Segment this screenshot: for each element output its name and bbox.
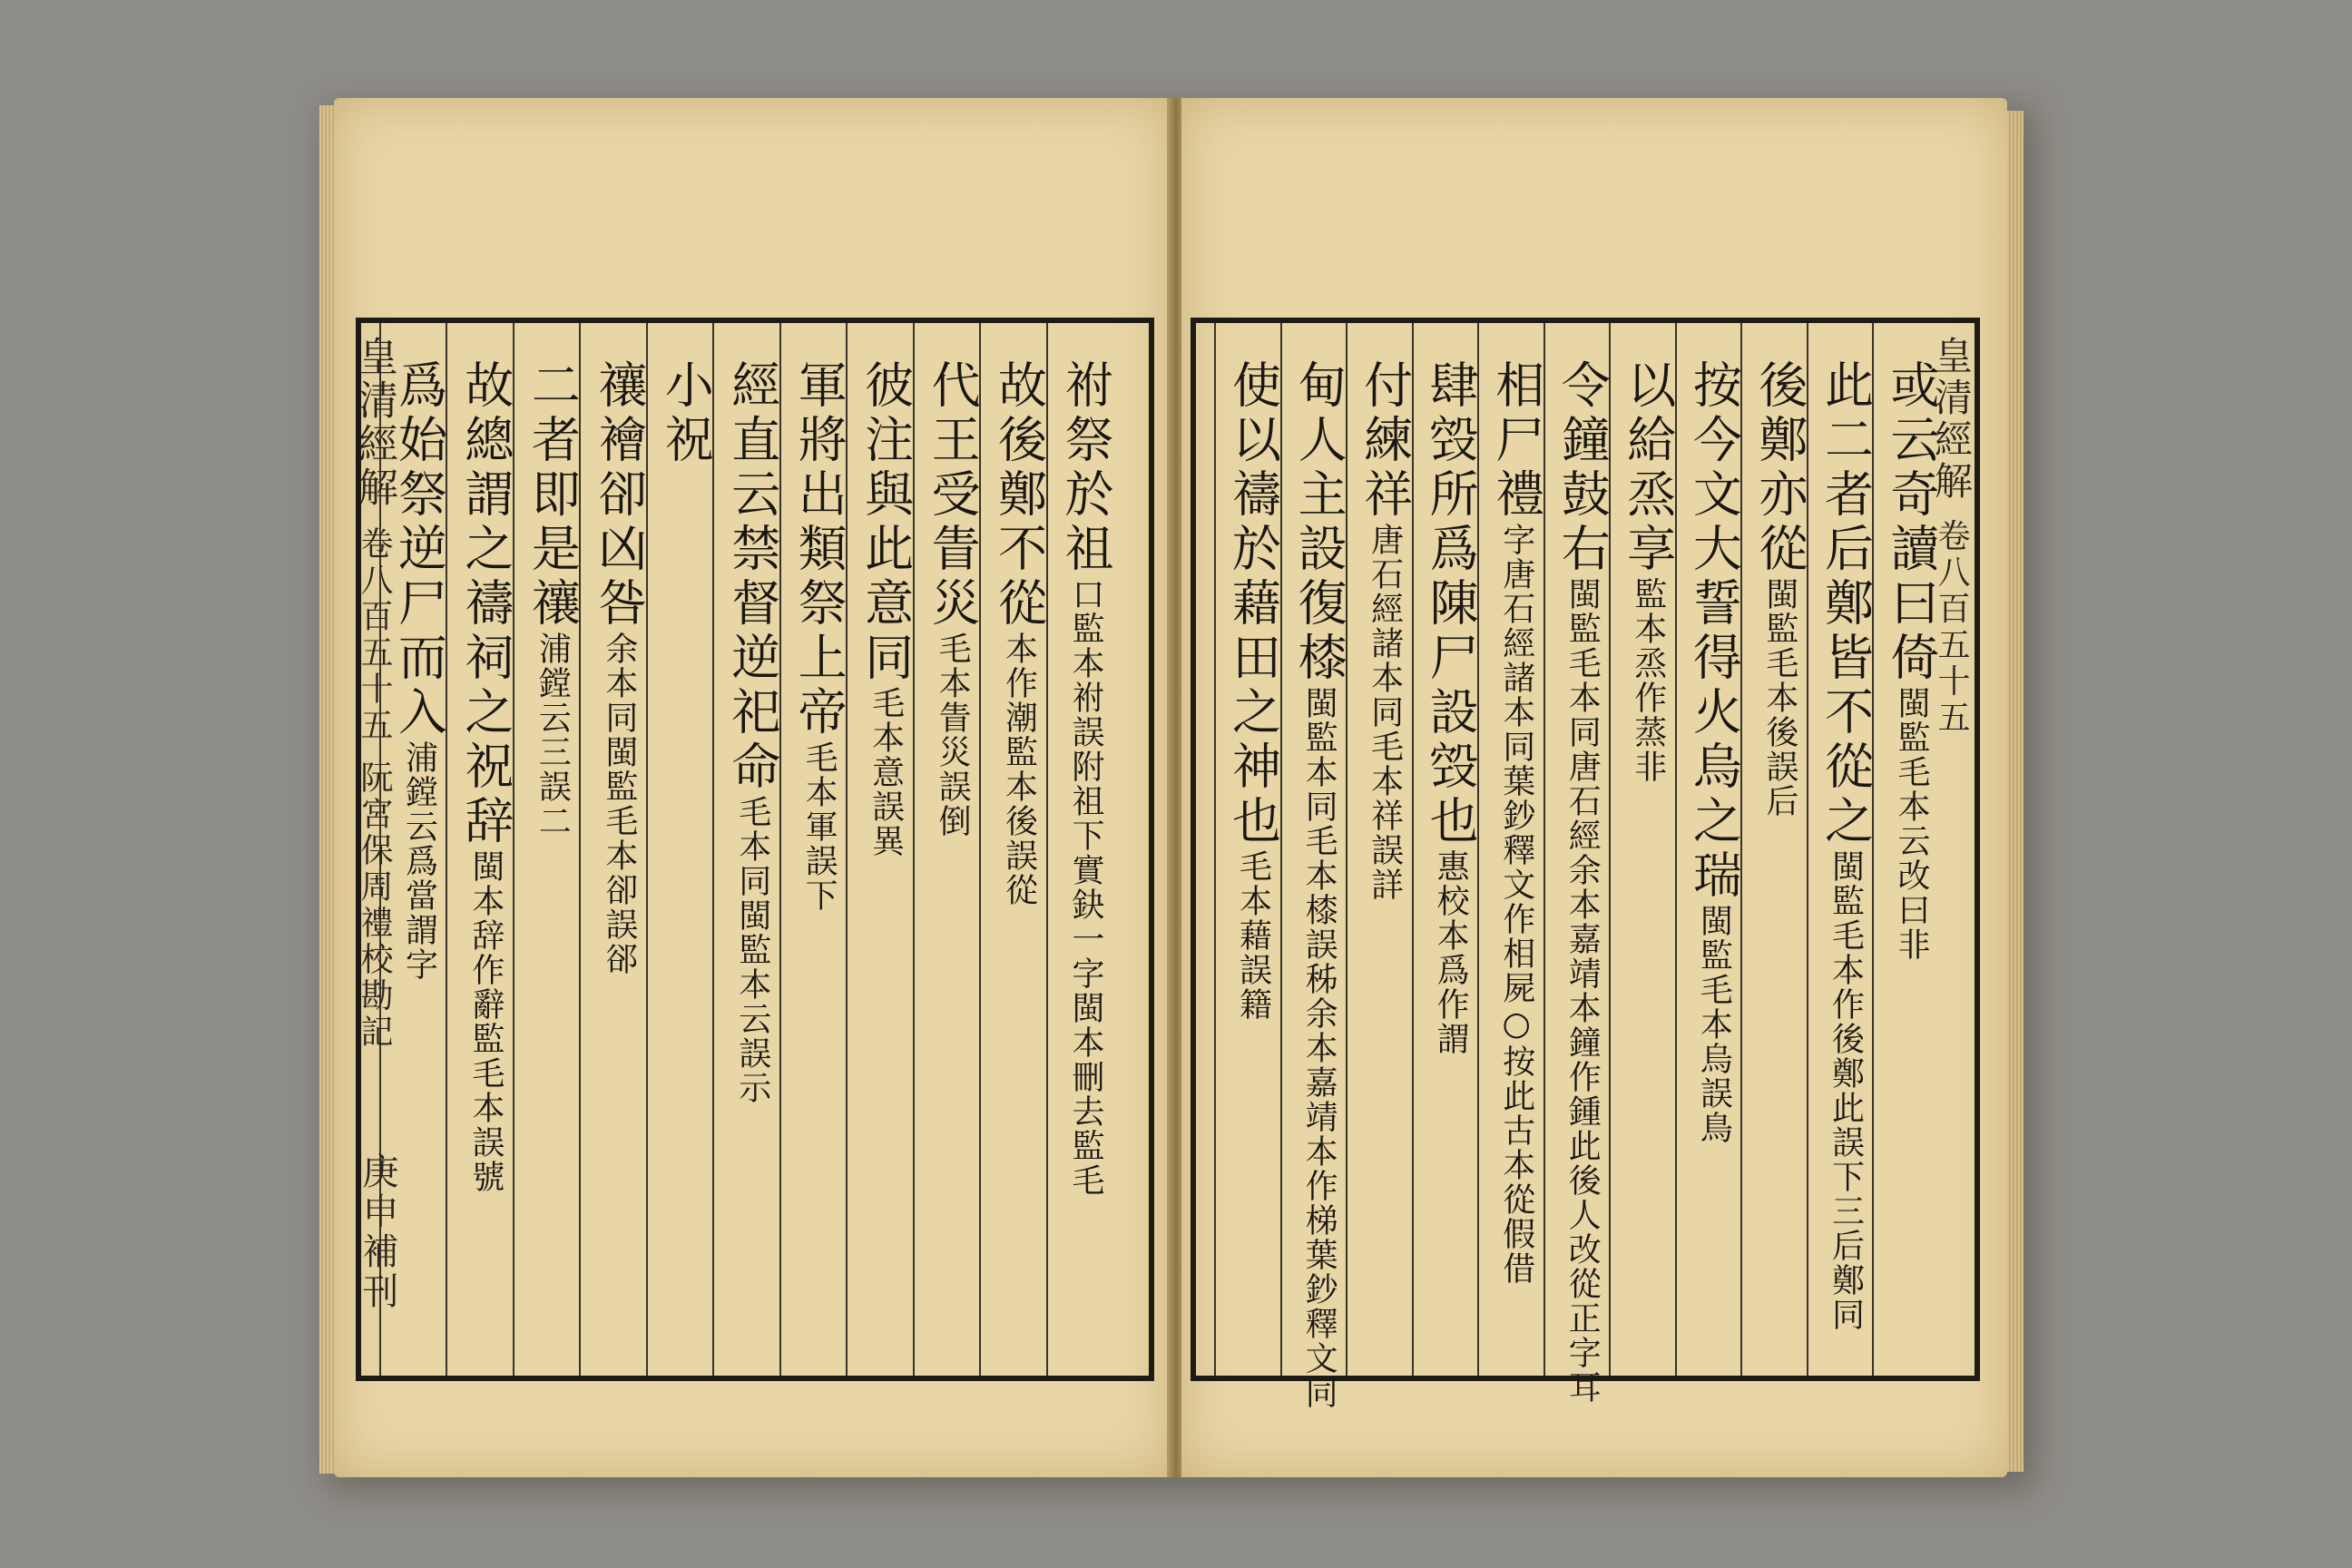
left-text-frame bbox=[356, 318, 1154, 1381]
annotation-text: 毛本意誤異 bbox=[867, 686, 905, 858]
left-page-column bbox=[518, 359, 582, 838]
right-page-column bbox=[1483, 359, 1545, 1286]
right-page-column bbox=[1746, 359, 1808, 818]
right-page-column bbox=[1549, 359, 1612, 1405]
main-text: 按今文大誓得火烏之瑞 bbox=[1685, 359, 1743, 904]
right-text-frame bbox=[1191, 318, 1980, 1410]
main-text: 或云奇讀曰倚 bbox=[1882, 359, 1940, 686]
main-text: 故後鄭不從 bbox=[990, 359, 1048, 632]
main-text: 代王受眚災 bbox=[924, 359, 982, 632]
main-text: 禳襘卻凶咎 bbox=[590, 359, 648, 632]
annotation-text: 唐石經諸本同毛本祥誤詳 bbox=[1366, 523, 1404, 902]
right-page-column bbox=[1351, 359, 1414, 902]
left-page-column bbox=[652, 359, 715, 468]
main-text: 二者即是禳 bbox=[524, 359, 582, 632]
main-text: 甸人主設復㯃 bbox=[1290, 359, 1348, 686]
right-page-column bbox=[1286, 359, 1348, 1410]
right-page-column bbox=[1812, 359, 1875, 1332]
left-page-column bbox=[718, 359, 781, 1105]
annotation-text: 口監本祔誤附祖下實鈌一字閩本刪去監毛 bbox=[1066, 577, 1104, 1198]
main-text: 爲始祭逆尸而入 bbox=[390, 359, 448, 740]
right-page-column bbox=[1681, 359, 1743, 1145]
annotation-text: 浦鏜云爲當謂字 bbox=[400, 740, 438, 982]
annotation-text: 浦鏜云三誤二 bbox=[534, 632, 572, 838]
left-margin-label: 皇清經解 bbox=[351, 336, 397, 510]
left-page-column bbox=[584, 359, 648, 976]
main-text: 祔祭於祖 bbox=[1056, 359, 1114, 577]
main-text: 令鐘鼓右 bbox=[1553, 359, 1612, 577]
main-text: 此二者后鄭皆不從之 bbox=[1817, 359, 1875, 849]
main-text: 小祝 bbox=[657, 359, 715, 468]
annotation-text: 毛本藉誤籍 bbox=[1234, 849, 1272, 1022]
main-text: 後鄭亦從 bbox=[1750, 359, 1808, 577]
annotation-text: 毛本軍誤下 bbox=[800, 740, 838, 913]
annotation-text: 余本同閩監毛本卻誤郤 bbox=[600, 632, 638, 976]
right-page-column bbox=[1220, 359, 1282, 1022]
annotation-text: 閩監本同毛本㯃誤秭余本嘉靖本作梯葉鈔釋文同 bbox=[1300, 686, 1338, 1410]
annotation-text: 閩監毛本云改曰非 bbox=[1892, 686, 1930, 962]
left-margin-volume: 卷八百五十五 bbox=[356, 526, 393, 744]
left-margin-book-title: 阮宮保周禮校勘記 bbox=[356, 760, 393, 1051]
main-text: 故總謂之禱祠之祝辞 bbox=[456, 359, 514, 849]
annotation-text: 監本烝作蒸非 bbox=[1629, 577, 1667, 784]
annotation-text: 毛本眚災誤倒 bbox=[934, 632, 972, 838]
right-margin-volume: 卷八百五十五 bbox=[1933, 518, 1970, 737]
left-page-column bbox=[1052, 359, 1114, 1198]
annotation-text: 本作潮監本後誤從 bbox=[1000, 632, 1038, 907]
left-page-column bbox=[918, 359, 982, 838]
main-text: 以給烝享 bbox=[1619, 359, 1677, 577]
column-rule bbox=[712, 323, 714, 1376]
right-page-column bbox=[1614, 359, 1677, 784]
left-page-column bbox=[851, 359, 915, 858]
left-page-column bbox=[785, 359, 848, 913]
left-page-column bbox=[451, 359, 514, 1194]
main-text: 使以禱於藉田之神也 bbox=[1224, 359, 1282, 849]
main-text: 經直云禁督逆祀命 bbox=[723, 359, 781, 795]
main-text: 彼注與此意同 bbox=[857, 359, 915, 686]
annotation-text: 毛本同閩監本云誤示 bbox=[733, 795, 771, 1105]
annotation-text: 閩監毛本烏誤鳥 bbox=[1695, 904, 1733, 1145]
right-margin-label: 皇清經解 bbox=[1929, 336, 1974, 503]
annotation-text: 閩監毛本後誤后 bbox=[1760, 577, 1798, 818]
annotation-text: 惠校本爲作謂 bbox=[1432, 849, 1470, 1056]
main-text: 軍將出類祭上帝 bbox=[790, 359, 848, 740]
right-page-column bbox=[1417, 359, 1480, 1056]
annotation-text: 閩監毛本同唐石經余本嘉靖本鐘作鍾此後人改從正字耳 bbox=[1563, 577, 1602, 1405]
main-text: 付練祥 bbox=[1356, 359, 1414, 523]
annotation-text: 閩監毛本作後鄭此誤下三后鄭同 bbox=[1827, 849, 1865, 1332]
left-page-column bbox=[985, 359, 1048, 907]
main-text: 肆㲁所爲陳尸設㲁也 bbox=[1422, 359, 1480, 849]
annotation-text: 字唐石經諸本同葉鈔釋文作相屍○按此古本從假借 bbox=[1497, 523, 1535, 1286]
annotation-text: 閩本辞作辭監毛本誤號 bbox=[466, 849, 505, 1194]
left-margin-title bbox=[345, 336, 403, 1051]
main-text: 相尸禮 bbox=[1487, 359, 1545, 523]
left-margin-edition: 庚申補刊 bbox=[357, 1152, 398, 1312]
column-rule bbox=[1214, 323, 1216, 1376]
right-margin-title bbox=[1924, 336, 1978, 736]
